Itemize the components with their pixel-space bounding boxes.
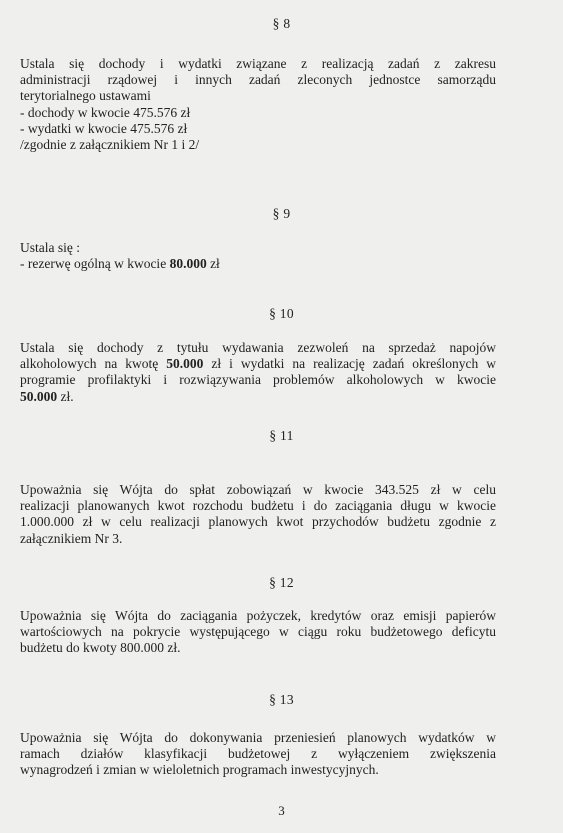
section-9-text — [20, 240, 496, 272]
text-line: Ustala się dochody i wydatki związane z realizacją zadań z zakresu — [20, 56, 496, 71]
text-line — [20, 256, 496, 272]
text-line: programie profilaktyki i rozwiązywania problemów alkoholowych w kwocie — [20, 372, 496, 388]
text-line: administracji rządowej i innych zadań zleconych jednostce samorządu — [20, 72, 496, 88]
section-12-heading: § 12 — [269, 575, 294, 590]
section-11-text — [20, 482, 496, 547]
section-8-heading: § 8 — [272, 16, 291, 31]
text-line: Ustala się : — [20, 240, 80, 255]
section-11-heading: § 11 — [269, 428, 294, 443]
text-line: Upoważnia się Wójta do dokonywania przeniesień planowych wydatków w — [20, 730, 496, 745]
text-line: - wydatki w kwocie 475.576 zł — [20, 120, 188, 136]
section-9-heading: § 9 — [272, 206, 291, 221]
bold-amount: 50.000 — [20, 388, 58, 404]
text-line: ramach działów klasyfikacji budżetowej z wyłączeniem zwiększenia — [20, 746, 496, 762]
text-line: 1.000.000 zł w celu realizacji planowych kwot przychodów budżetu zgodnie z — [20, 514, 496, 530]
section-10-heading: § 10 — [269, 306, 294, 321]
text-line: załącznikiem Nr 3. — [20, 530, 123, 546]
text-line: Upoważnia się Wójta do spłat zobowiązań w kwocie 343.525 zł w celu — [20, 482, 496, 497]
bold-amount: 80.000 — [169, 256, 207, 272]
text-fragment: zł. — [57, 388, 74, 404]
section-13-text — [20, 730, 496, 779]
text-line: wartościowych na pokrycie występującego w ciągu roku budżetowego deficytu — [20, 624, 496, 640]
section-12-text — [20, 608, 496, 657]
text-line: Ustala się dochody z tytułu wydawania zezwoleń na sprzedaż napojów — [20, 340, 496, 355]
text-fragment: zł — [206, 256, 220, 272]
section-10-text — [20, 340, 496, 405]
section-13-heading: § 13 — [269, 692, 294, 707]
text-line: - dochody w kwocie 475.576 zł — [20, 104, 191, 120]
text-line: /zgodnie z załącznikiem Nr 1 i 2/ — [20, 137, 200, 153]
text-line: Upoważnia się Wójta do zaciągania pożyczek, kredytów oraz emisji papierów — [20, 608, 496, 623]
text-line: realizacji planowanych kwot rozchodu budżetu i do zaciągania długu w kwocie — [20, 498, 496, 514]
text-line — [20, 356, 496, 372]
text-line — [20, 389, 496, 405]
text-fragment: zł i wydatki na realizację zadań określonych w — [203, 356, 497, 372]
bold-amount: 50.000 — [166, 356, 204, 372]
text-line: terytorialnego ustawami — [20, 88, 151, 104]
page-number: 3 — [278, 803, 285, 818]
text-fragment: - rezerwę ogólną w kwocie — [20, 256, 170, 272]
text-line: wynagrodzeń i zmian w wieloletnich programach inwestycyjnych. — [20, 762, 379, 778]
text-fragment: alkoholowych na kwotę — [20, 356, 167, 372]
text-line: budżetu do kwoty 800.000 zł. — [20, 640, 181, 656]
section-8-text — [20, 56, 496, 153]
